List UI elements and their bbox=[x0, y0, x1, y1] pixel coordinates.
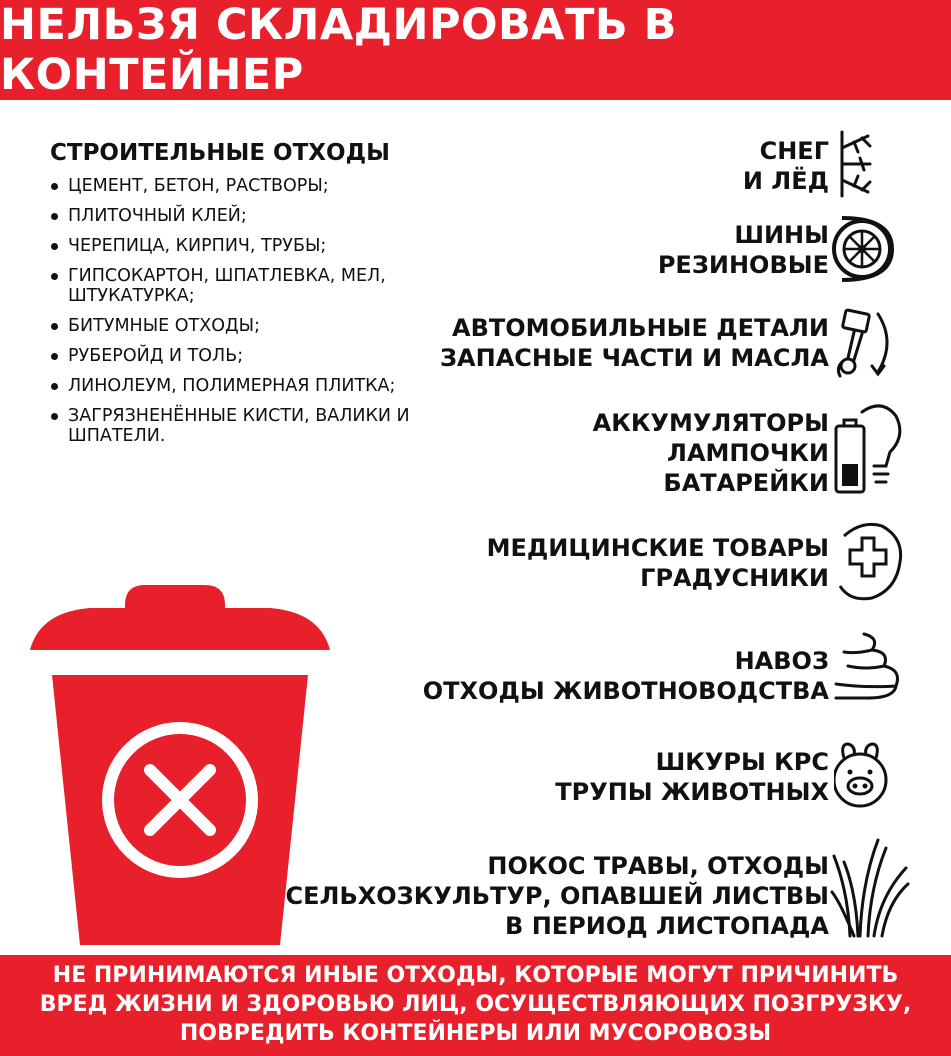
list-item: БИТУМНЫЕ ОТХОДЫ; bbox=[48, 316, 428, 336]
list-item: ПЛИТОЧНЫЙ КЛЕЙ; bbox=[48, 206, 428, 226]
item-tires: ШИНЫ РЕЗИНОВЫЕ bbox=[657, 221, 829, 279]
snowflake-icon bbox=[836, 128, 876, 200]
item-animal-remains: ШКУРЫ КРС ТРУПЫ ЖИВОТНЫХ bbox=[555, 748, 829, 806]
footer-line: ПОВРЕДИТЬ КОНТЕЙНЕРЫ ИЛИ МУСОРОВОЗЫ bbox=[179, 1021, 772, 1046]
item-grass-leaves: ПОКОС ТРАВЫ, ОТХОДЫ СЕЛЬХОЗКУЛЬТУР, ОПАВШЕЙ ЛИСТВЫ В ПЕРИОД ЛИСТОПАДА bbox=[285, 852, 829, 940]
item-snow-ice: СНЕГ И ЛЁД bbox=[742, 137, 829, 195]
grass-icon bbox=[830, 832, 910, 940]
list-item: ГИПСОКАРТОН, ШПАТЛЕВКА, МЕЛ, ШТУКАТУРКА; bbox=[48, 266, 428, 306]
list-item: РУБЕРОЙД И ТОЛЬ; bbox=[48, 346, 428, 366]
battery-bulb-icon bbox=[834, 400, 902, 496]
list-item: ЧЕРЕПИЦА, КИРПИЧ, ТРУБЫ; bbox=[48, 236, 428, 256]
medical-cross-icon bbox=[832, 520, 904, 604]
item-car-parts: АВТОМОБИЛЬНЫЕ ДЕТАЛИ ЗАПАСНЫЕ ЧАСТИ И МАСЛА bbox=[439, 314, 829, 372]
construction-waste-title: СТРОИТЕЛЬНЫЕ ОТХОДЫ bbox=[50, 140, 390, 166]
list-item: ЗАГРЯЗНЕНЁННЫЕ КИСТИ, ВАЛИКИ И ШПАТЕЛИ. bbox=[48, 406, 428, 446]
construction-waste-section bbox=[48, 140, 428, 456]
list-item: ЦЕМЕНТ, БЕТОН, РАСТВОРЫ; bbox=[48, 176, 428, 196]
construction-waste-list bbox=[48, 176, 428, 446]
item-medical: МЕДИЦИНСКИЕ ТОВАРЫ ГРАДУСНИКИ bbox=[486, 534, 829, 592]
footer-line: НЕ ПРИНИМАЮТСЯ ИНЫЕ ОТХОДЫ, КОТОРЫЕ МОГУТ ПРИЧИНИТЬ bbox=[52, 963, 899, 988]
item-batteries: АККУМУЛЯТОРЫ ЛАМПОЧКИ БАТАРЕЙКИ bbox=[592, 409, 829, 497]
manure-icon bbox=[834, 630, 902, 702]
footer-banner bbox=[0, 955, 951, 1056]
list-item: ЛИНОЛЕУМ, ПОЛИМЕРНАЯ ПЛИТКА; bbox=[48, 376, 428, 396]
piston-icon bbox=[834, 306, 898, 382]
footer-line: ВРЕД ЖИЗНИ И ЗДОРОВЬЮ ЛИЦ, ОСУЩЕСТВЛЯЮЩИХ ПОЗГРУЗКУ, bbox=[39, 992, 912, 1017]
page-title: НЕЛЬЗЯ СКЛАДИРОВАТЬ В КОНТЕЙНЕР bbox=[0, 0, 677, 100]
pig-icon bbox=[834, 738, 894, 814]
item-manure: НАВОЗ ОТХОДЫ ЖИВОТНОВОДСТВА bbox=[422, 647, 829, 705]
header-banner bbox=[0, 0, 951, 100]
tire-icon bbox=[832, 214, 898, 284]
